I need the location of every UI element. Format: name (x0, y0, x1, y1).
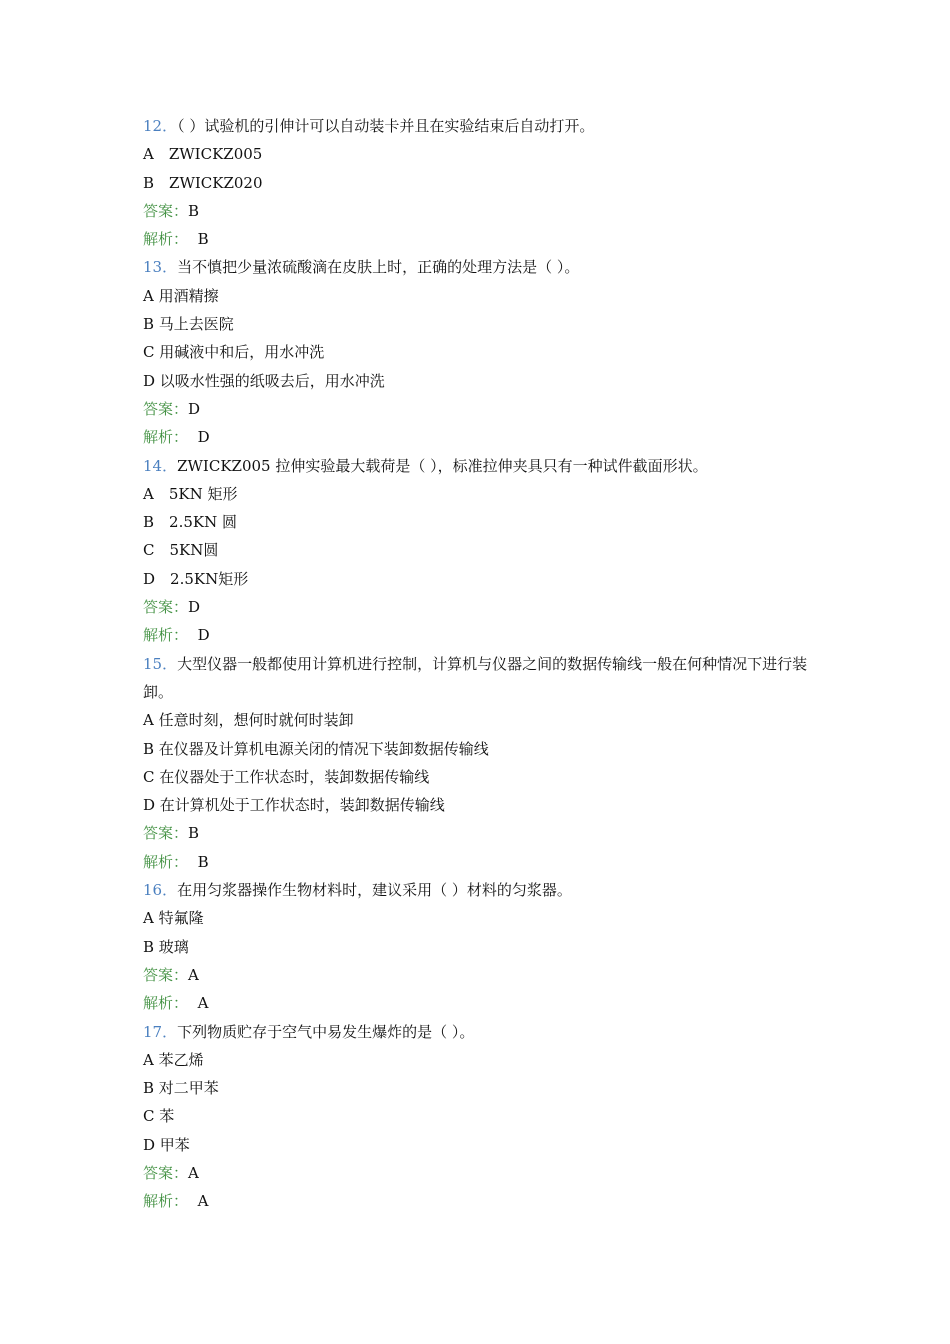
answer-line (143, 819, 823, 847)
answer-value: A (188, 965, 199, 984)
question-stem (143, 452, 823, 480)
question-text: ZWICKZ005 拉伸实验最大载荷是（ ），标准拉伸夹具只有一种试件截面形状。 (177, 456, 708, 475)
answer-label: 答案： (143, 598, 189, 617)
analysis-label: 解析： (143, 626, 189, 645)
analysis-value: D (197, 428, 210, 447)
question-block (143, 112, 823, 253)
analysis-value: B (197, 852, 209, 871)
answer-label: 答案： (143, 824, 189, 843)
analysis-label: 解析： (143, 994, 189, 1013)
option: B 2.5KN 圆 (143, 513, 237, 532)
question-stem (143, 876, 823, 904)
option: C 用碱液中和后，用水冲洗 (143, 343, 325, 362)
analysis-label: 解析： (143, 852, 189, 871)
analysis-value: D (197, 626, 210, 645)
analysis-line (143, 225, 823, 253)
analysis-line (143, 848, 823, 876)
question-list (143, 112, 823, 1216)
answer-line (143, 961, 823, 989)
question-text: （ ）试验机的引伸计可以自动装卡并且在实验结束后自动打开。 (177, 117, 595, 135)
option: C 在仪器处于工作状态时，装卸数据传输线 (143, 767, 430, 786)
question-text: 大型仪器一般都使用计算机进行控制，计算机与仪器之间的数据传输线一般在何种情况下进行装卸。 (143, 654, 808, 701)
answer-value: D (188, 399, 201, 418)
question-block (143, 876, 823, 1017)
question-block (143, 452, 823, 650)
analysis-line (143, 989, 823, 1017)
question-number: 15． (143, 654, 178, 673)
analysis-value: B (197, 230, 209, 249)
question-number: 17． (143, 1022, 178, 1041)
question-block (143, 1018, 823, 1216)
option: A 5KN 矩形 (143, 484, 238, 503)
option: D 以吸水性强的纸吸去后，用水冲洗 (143, 371, 385, 390)
option: A 用酒精擦 (143, 286, 219, 305)
question-stem (143, 1018, 823, 1046)
option: B 在仪器及计算机电源关闭的情况下装卸数据传输线 (143, 739, 489, 758)
option: A 任意时刻，想何时就何时装卸 (143, 711, 354, 730)
question-block (143, 253, 823, 451)
answer-label: 答案： (143, 1163, 189, 1182)
option: A 苯乙烯 (143, 1050, 204, 1069)
answer-value: A (188, 1163, 199, 1182)
analysis-line (143, 423, 823, 451)
question-text: 下列物质贮存于空气中易发生爆炸的是（ ）。 (177, 1022, 475, 1041)
answer-line (143, 1159, 823, 1187)
analysis-value: A (197, 1192, 209, 1211)
analysis-value: A (197, 994, 209, 1013)
option: A ZWICKZ005 (143, 145, 263, 164)
question-number: 16． (143, 881, 178, 900)
question-stem (143, 253, 823, 281)
question-number: 13． (143, 258, 178, 277)
option: C 苯 (143, 1107, 175, 1126)
answer-value: B (188, 824, 200, 843)
option: B 马上去医院 (143, 315, 234, 334)
option: B 玻璃 (143, 937, 189, 956)
answer-value: B (188, 201, 200, 220)
question-stem (143, 112, 823, 140)
analysis-line (143, 621, 823, 649)
option: C 5KN圆 (143, 541, 219, 560)
option: D 在计算机处于工作状态时，装卸数据传输线 (143, 796, 445, 815)
answer-value: D (188, 598, 201, 617)
option: B 对二甲苯 (143, 1079, 219, 1098)
option: D 甲苯 (143, 1135, 190, 1154)
answer-label: 答案： (143, 201, 189, 220)
analysis-line (143, 1187, 823, 1215)
question-text: 在用匀浆器操作生物材料时，建议采用（ ）材料的匀浆器。 (177, 881, 572, 900)
answer-label: 答案： (143, 399, 189, 418)
answer-line (143, 197, 823, 225)
question-number: 14． (143, 456, 178, 475)
analysis-label: 解析： (143, 1192, 189, 1211)
option: A 特氟隆 (143, 909, 204, 928)
analysis-label: 解析： (143, 428, 189, 447)
question-stem (143, 650, 823, 707)
question-number: 12． (143, 117, 178, 135)
option: D 2.5KN矩形 (143, 569, 249, 588)
analysis-label: 解析： (143, 230, 189, 249)
answer-line (143, 593, 823, 621)
answer-label: 答案： (143, 965, 189, 984)
question-text: 当不慎把少量浓硫酸滴在皮肤上时，正确的处理方法是（ ）。 (177, 258, 580, 277)
option: B ZWICKZ020 (143, 173, 263, 192)
question-block (143, 650, 823, 876)
answer-line (143, 395, 823, 423)
